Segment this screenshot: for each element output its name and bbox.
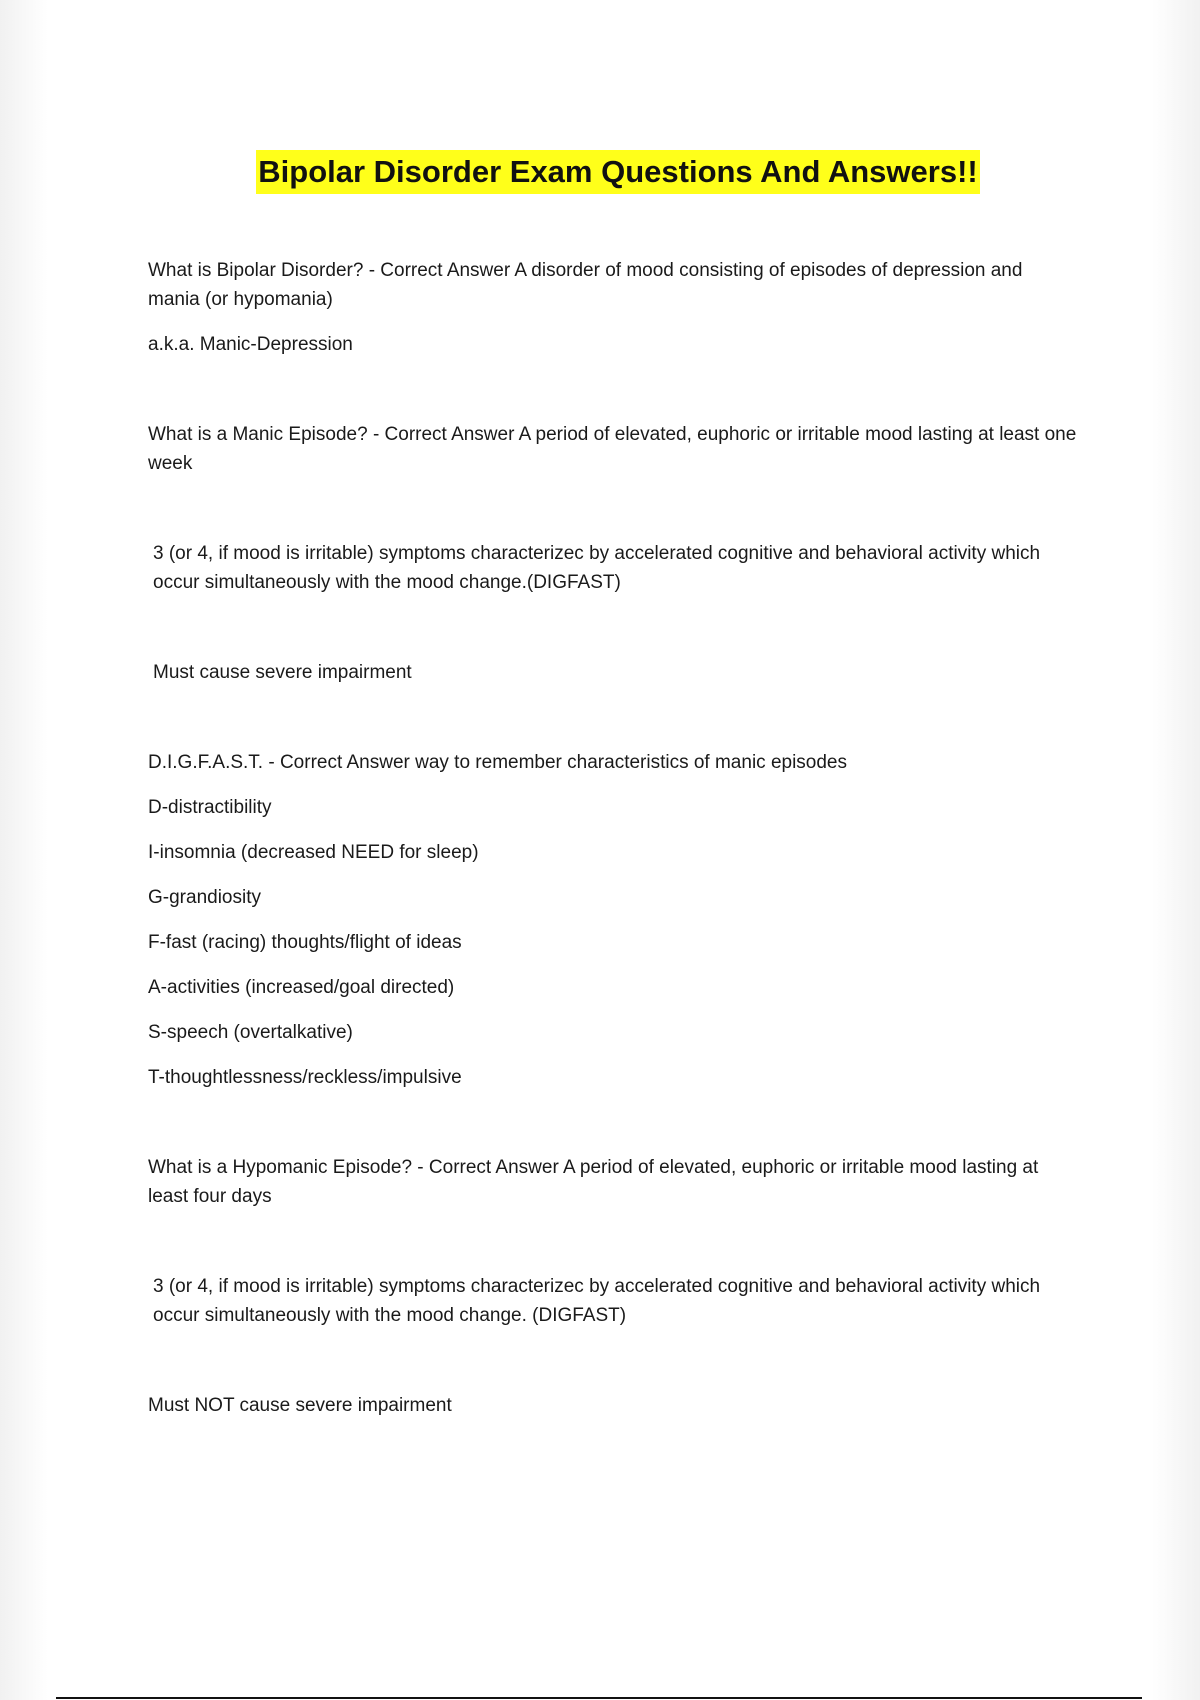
document-body — [148, 256, 1078, 1420]
document-title: Bipolar Disorder Exam Questions And Answers!! — [256, 150, 979, 194]
title-area — [0, 150, 1200, 194]
footer-rule — [56, 1697, 1142, 1699]
digfast-f: F-fast (racing) thoughts/flight of ideas — [148, 932, 462, 953]
hypomanic-impairment: Must NOT cause severe impairment — [148, 1395, 452, 1416]
page-shade-left — [0, 0, 48, 1700]
page-shade-right — [1152, 0, 1200, 1700]
digfast-g: G-grandiosity — [148, 887, 261, 908]
digfast-t: T-thoughtlessness/reckless/impulsive — [148, 1067, 462, 1088]
question-digfast: D.I.G.F.A.S.T. - Correct Answer way to remember characteristics of manic episodes — [148, 752, 848, 773]
hypomanic-symptoms: 3 (or 4, if mood is irritable) symptoms characterizec by accelerated cognitive and behavioral activity which occur simultaneously with the mood change. (DIGFAST) — [153, 1276, 1041, 1326]
digfast-a: A-activities (increased/goal directed) — [148, 977, 455, 998]
answer-aka: a.k.a. Manic-Depression — [148, 334, 353, 355]
digfast-d: D-distractibility — [148, 797, 272, 818]
question-hypomanic-episode: What is a Hypomanic Episode? - Correct Answer A period of elevated, euphoric or irritable mood lasting at least four days — [148, 1157, 1039, 1207]
question-bipolar-disorder: What is Bipolar Disorder? - Correct Answer A disorder of mood consisting of episodes of depression and mania (or hypomania) — [148, 260, 1023, 310]
digfast-s: S-speech (overtalkative) — [148, 1022, 353, 1043]
manic-symptoms: 3 (or 4, if mood is irritable) symptoms characterizec by accelerated cognitive and behavioral activity which occur simultaneously with the mood change.(DIGFAST) — [153, 543, 1041, 593]
digfast-i: I-insomnia (decreased NEED for sleep) — [148, 842, 479, 863]
question-manic-episode: What is a Manic Episode? - Correct Answer A period of elevated, euphoric or irritable mood lasting at least one week — [148, 424, 1077, 474]
manic-impairment: Must cause severe impairment — [153, 662, 412, 683]
